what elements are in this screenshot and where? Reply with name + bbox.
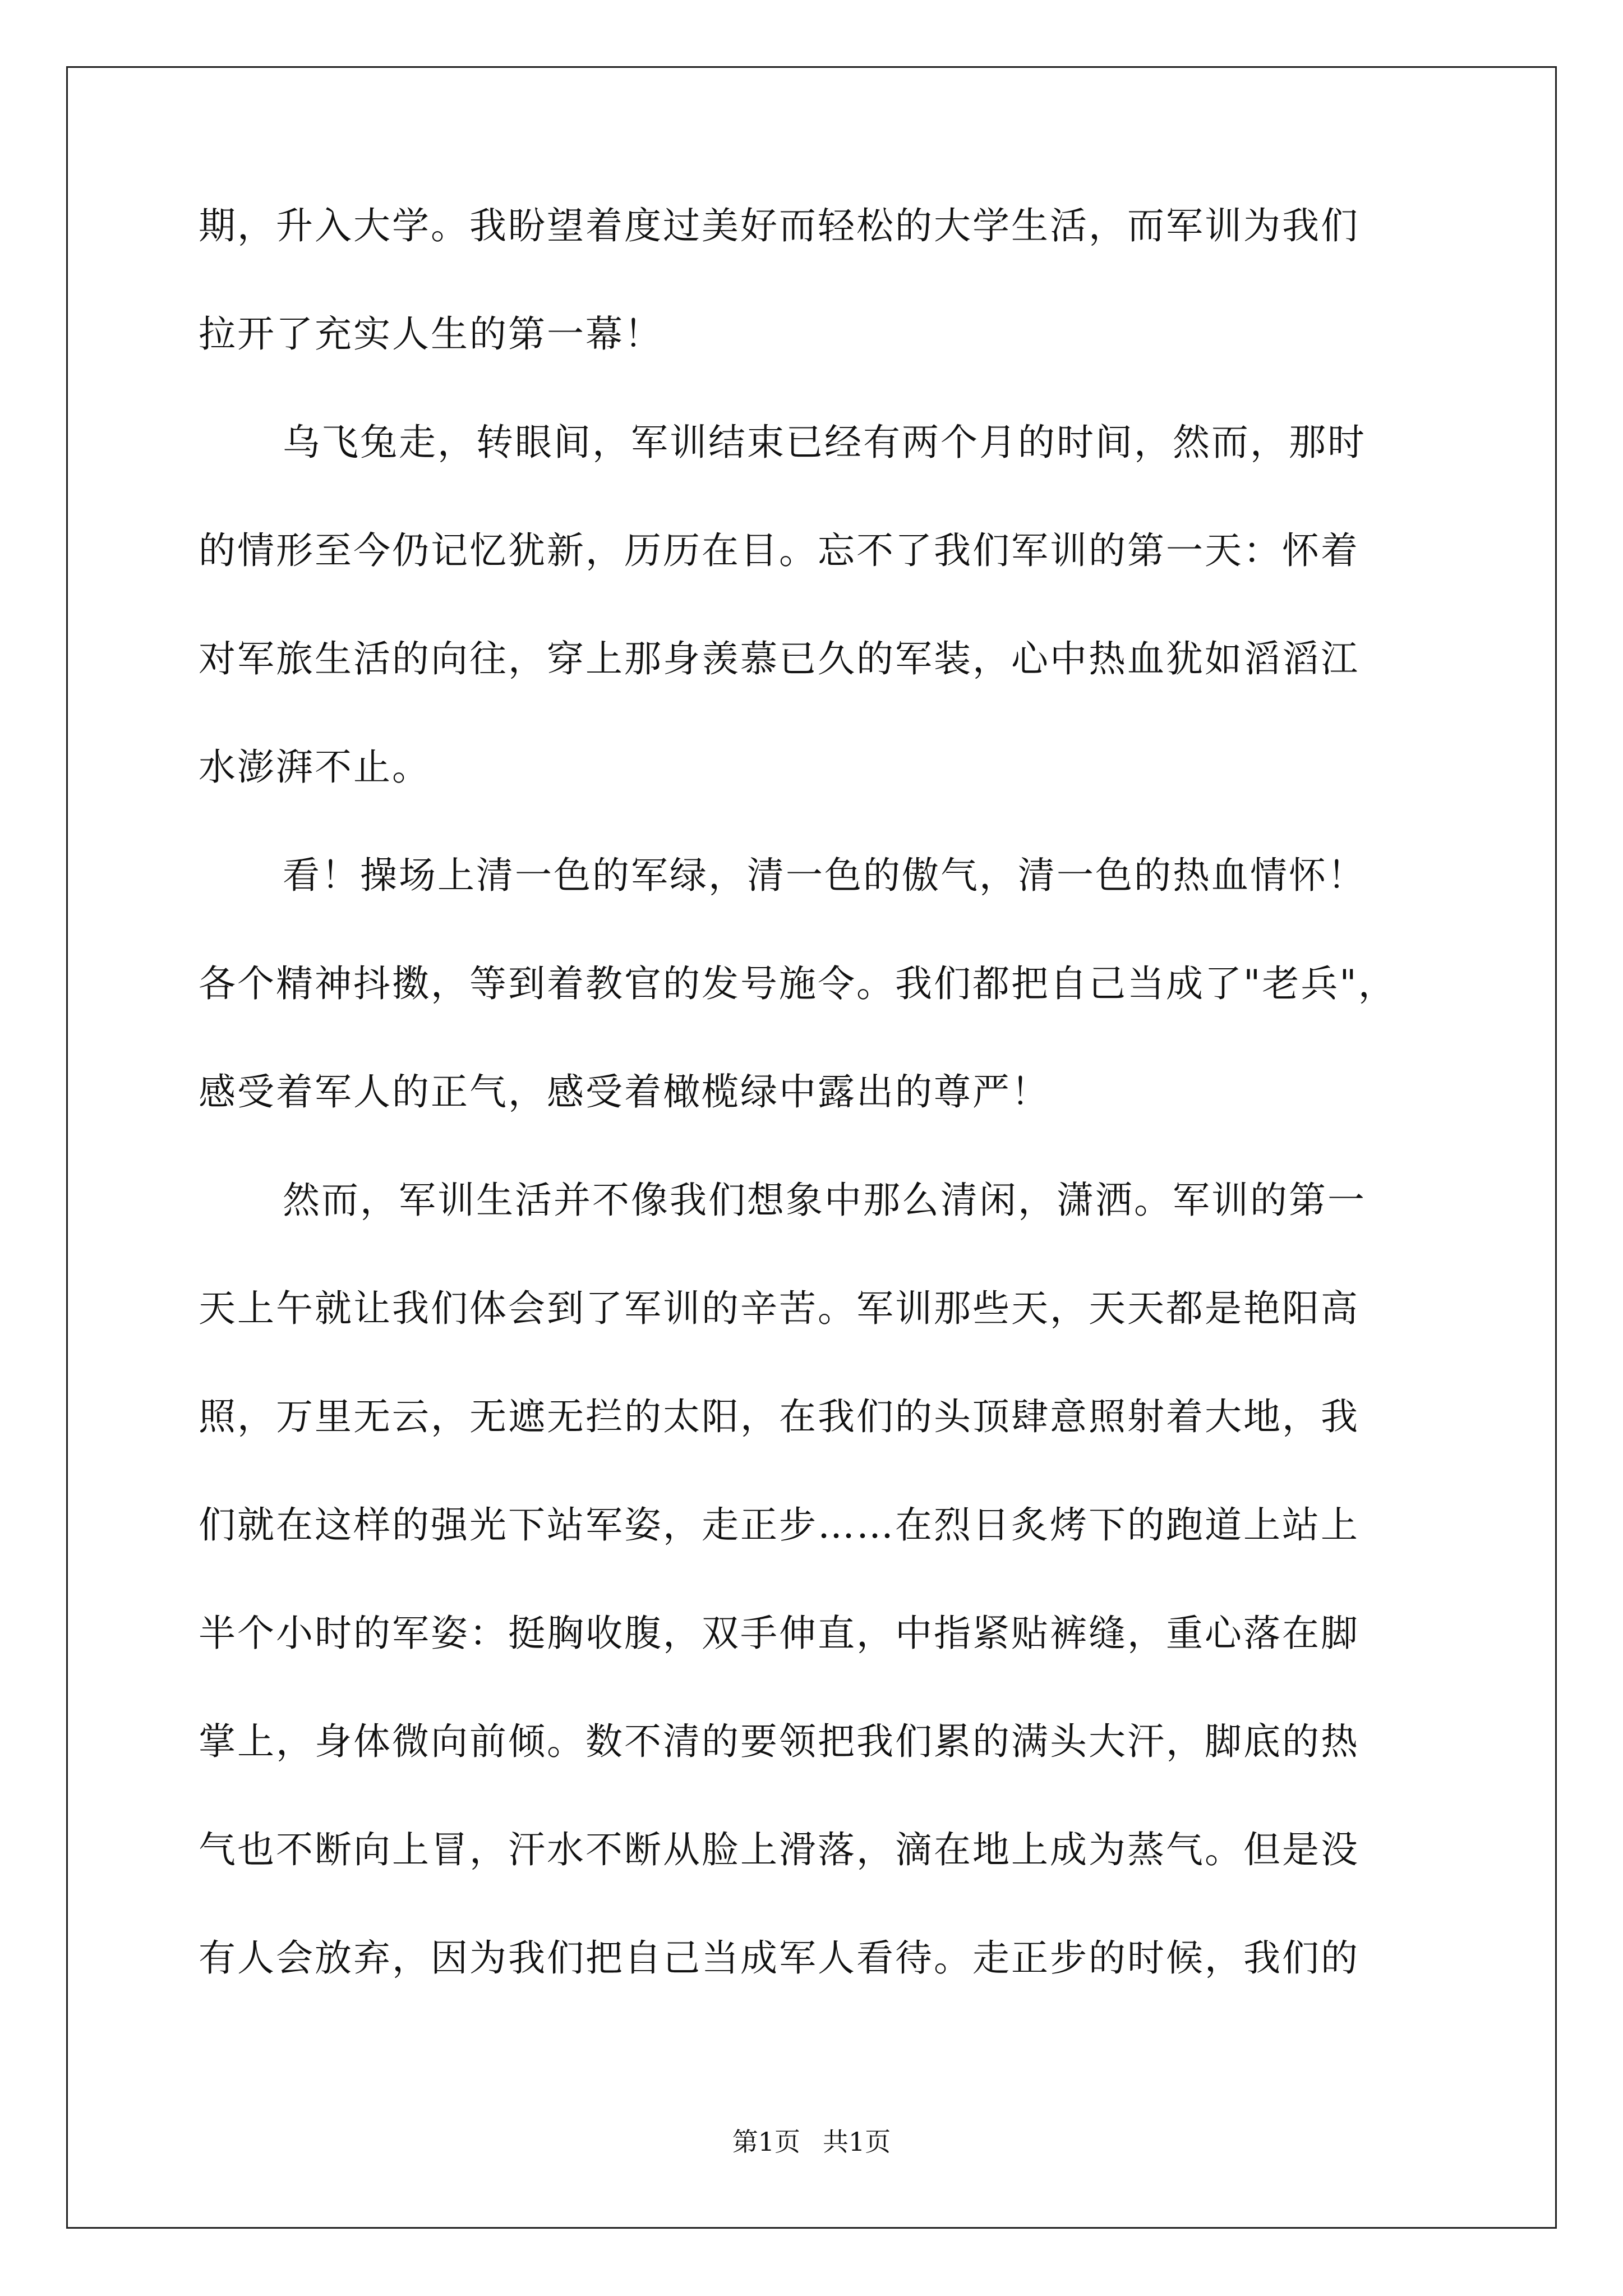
text-line: 感受着军人的正气，感受着橄榄绿中露出的尊严！ — [199, 1070, 1050, 1114]
text-line: 然而，军训生活并不像我们想象中那么清闲，潇洒。军训的第一 — [283, 1179, 1366, 1222]
text-line: 天上午就让我们体会到了军训的辛苦。军训那些天，天天都是艳阳高 — [199, 1287, 1359, 1330]
page-total: 共1页 — [823, 2127, 891, 2157]
text-line: 照，万里无云，无遮无拦的太阳，在我们的头顶肆意照射着大地，我 — [199, 1395, 1359, 1438]
text-line: 掌上，身体微向前倾。数不清的要领把我们累的满头大汗，脚底的热 — [199, 1720, 1359, 1763]
text-line: 拉开了充实人生的第一幕！ — [199, 312, 663, 356]
text-line: 的情形至今仍记忆犹新，历历在目。忘不了我们军训的第一天：怀着 — [199, 529, 1359, 572]
document-body — [199, 204, 1432, 2048]
text-line: 期，升入大学。我盼望着度过美好而轻松的大学生活，而军训为我们 — [199, 204, 1359, 247]
text-line: 对军旅生活的向往，穿上那身羡慕已久的军装，心中热血犹如滔滔江 — [199, 637, 1359, 680]
text-line: 们就在这样的强光下站军姿，走正步……在烈日炙烤下的跑道上站上 — [199, 1503, 1359, 1547]
text-line: 有人会放弃，因为我们把自己当成军人看待。走正步的时候，我们的 — [199, 1936, 1359, 1980]
text-line: 水澎湃不止。 — [199, 746, 431, 789]
page-footer — [0, 2129, 1623, 2155]
text-line: 各个精神抖擞，等到着教官的发号施令。我们都把自己当成了"老兵"， — [199, 962, 1397, 1005]
text-line: 气也不断向上冒，汗水不断从脸上滑落，滴在地上成为蒸气。但是没 — [199, 1828, 1359, 1871]
page-number: 第1页 — [732, 2127, 800, 2157]
text-line: 乌飞兔走，转眼间，军训结束已经有两个月的时间，然而，那时 — [283, 421, 1366, 464]
text-line: 半个小时的军姿：挺胸收腹，双手伸直，中指紧贴裤缝，重心落在脚 — [199, 1612, 1359, 1655]
text-line: 看！操场上清一色的军绿，清一色的傲气，清一色的热血情怀！ — [283, 854, 1366, 897]
